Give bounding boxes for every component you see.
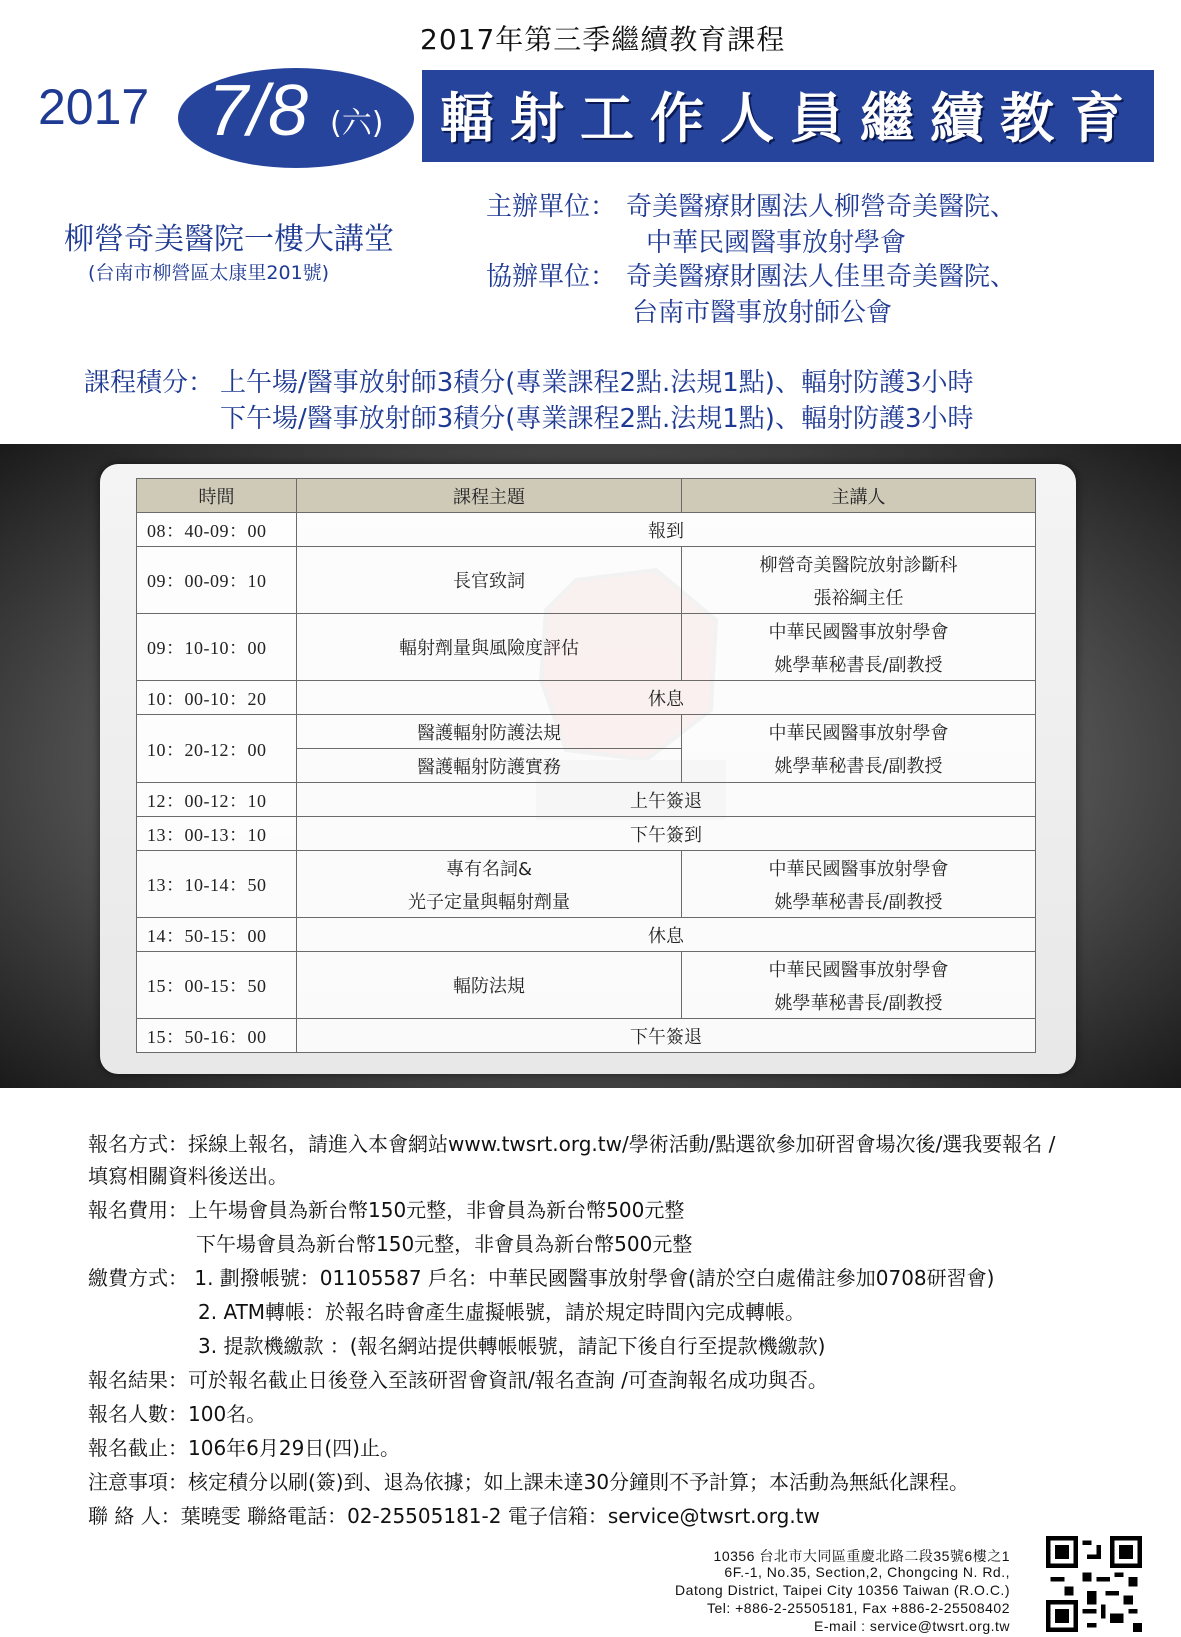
payment-method-2: 2. ATM轉帳：於報名時會產生虛擬帳號，請於規定時間內完成轉帳。 — [198, 1300, 806, 1324]
table-header-row — [137, 479, 1036, 513]
footer-address-zh: 10356 台北市大同區重慶北路二段35號6樓之1 — [713, 1548, 1010, 1564]
row-time: 15：00-15：50 — [137, 952, 297, 1019]
table-row — [137, 614, 1036, 648]
event-year: 2017 — [38, 79, 150, 135]
registration-method-cont: 填寫相關資料後送出。 — [88, 1164, 288, 1188]
column-header-speaker: 主講人 — [682, 479, 1036, 513]
row-topic: 休息 — [297, 918, 1036, 952]
row-topic: 長官致詞 — [297, 547, 682, 614]
row-speaker-org: 中華民國醫事放射學會 — [682, 715, 1036, 749]
row-time: 09：10-10：00 — [137, 614, 297, 681]
registration-method: 報名方式：採線上報名，請進入本會網站www.twsrt.org.tw/學術活動/點選欲參加研習會場次後/選我要報名 / — [88, 1132, 1056, 1156]
credits-afternoon: 下午場/醫事放射師3積分(專業課程2點.法規1點)、輻射防護3小時 — [220, 404, 974, 434]
co-host-org-1: 奇美醫療財團法人佳里奇美醫院、 — [626, 262, 1017, 292]
row-speaker-name: 姚學華秘書長/副教授 — [682, 749, 1036, 783]
row-topic: 報到 — [297, 513, 1036, 547]
row-time: 10：20-12：00 — [137, 715, 297, 783]
venue-address: (台南市柳營區太康里201號) — [88, 262, 330, 284]
row-topic: 上午簽退 — [297, 783, 1036, 817]
row-topic: 專有名詞& — [297, 851, 682, 885]
row-time: 14：50-15：00 — [137, 918, 297, 952]
column-header-topic: 課程主題 — [297, 479, 682, 513]
column-header-time: 時間 — [137, 479, 297, 513]
table-row — [137, 513, 1036, 547]
contact-info: 聯 絡 人：葉曉雯 聯絡電話：02-25505181-2 電子信箱：service@twsrt.org.tw — [88, 1504, 820, 1528]
row-speaker-org: 中華民國醫事放射學會 — [682, 952, 1036, 986]
registration-count: 報名人數：100名。 — [88, 1402, 267, 1426]
table-row — [137, 952, 1036, 986]
row-topic: 光子定量與輻射劑量 — [297, 884, 682, 918]
row-speaker-org: 柳營奇美醫院放射診斷科 — [682, 547, 1036, 581]
registration-fee-afternoon: 下午場會員為新台幣150元整，非會員為新台幣500元整 — [196, 1232, 693, 1256]
row-speaker-name: 姚學華秘書長/副教授 — [682, 647, 1036, 681]
row-time: 15：50-16：00 — [137, 1019, 297, 1053]
table-row — [137, 918, 1036, 952]
event-date: 7/8 — [208, 71, 309, 151]
row-time: 12：00-12：10 — [137, 783, 297, 817]
row-speaker-name: 張裕綱主任 — [682, 580, 1036, 614]
row-topic: 輻防法規 — [297, 952, 682, 1019]
host-label: 主辦單位： — [486, 192, 617, 222]
footer-phone-fax: Tel: +886-2-25505181, Fax +886-2-25508402 — [706, 1600, 1010, 1616]
row-topic: 醫護輻射防護法規 — [297, 715, 682, 749]
table-row — [137, 851, 1036, 885]
row-speaker-name: 姚學華秘書長/副教授 — [682, 884, 1036, 918]
row-topic: 休息 — [297, 681, 1036, 715]
notes: 注意事項：核定積分以刷(簽)到、退為依據；如上課未達30分鐘則不予計算；本活動為無紙化課程。 — [88, 1470, 970, 1494]
table-row — [137, 1019, 1036, 1053]
table-row — [137, 783, 1036, 817]
row-topic: 下午簽到 — [297, 817, 1036, 851]
table-row — [137, 715, 1036, 749]
table-row — [137, 817, 1036, 851]
row-time: 09：00-09：10 — [137, 547, 297, 614]
credits-label: 課程積分： — [84, 368, 215, 398]
event-title: 輻射工作人員繼續教育 — [440, 86, 1140, 150]
footer-address-en-1: 6F.-1, No.35, Section,2, Chongcing N. Rd., — [724, 1564, 1010, 1580]
host-org-1: 奇美醫療財團法人柳營奇美醫院、 — [626, 192, 1017, 222]
row-topic: 下午簽退 — [297, 1019, 1036, 1053]
event-weekday: (六) — [330, 106, 384, 141]
qr-code-icon — [1046, 1536, 1142, 1632]
row-speaker-org: 中華民國醫事放射學會 — [682, 614, 1036, 648]
payment-method-3: 3. 提款機繳款 ：(報名網站提供轉帳帳號，請記下後自行至提款機繳款) — [198, 1334, 826, 1358]
co-host-label: 協辦單位： — [486, 262, 617, 292]
table-row — [137, 681, 1036, 715]
course-subtitle: 2017年第三季繼續教育課程 — [420, 23, 786, 56]
registration-deadline: 報名截止：106年6月29日(四)止。 — [88, 1436, 400, 1460]
venue-name: 柳營奇美醫院一樓大講堂 — [64, 222, 394, 257]
co-host-org-2: 台南市醫事放射師公會 — [632, 298, 893, 328]
table-row — [137, 547, 1036, 581]
row-time: 10：00-10：20 — [137, 681, 297, 715]
registration-result: 報名結果：可於報名截止日後登入至該研習會資訊/報名查詢 /可查詢報名成功與否。 — [88, 1368, 828, 1392]
row-speaker-name: 姚學華秘書長/副教授 — [682, 985, 1036, 1019]
row-time: 13：00-13：10 — [137, 817, 297, 851]
footer-address-en-2: Datong District, Taipei City 10356 Taiwan (R.O.C.) — [675, 1582, 1010, 1598]
row-topic: 輻射劑量與風險度評估 — [297, 614, 682, 681]
payment-method-1: 繳費方式： 1. 劃撥帳號：01105587 戶名：中華民國醫事放射學會(請於空白處備註參加0708研習會) — [88, 1266, 995, 1290]
row-topic: 醫護輻射防護實務 — [297, 749, 682, 783]
schedule-table — [136, 478, 1036, 1053]
row-speaker-org: 中華民國醫事放射學會 — [682, 851, 1036, 885]
row-time: 08：40-09：00 — [137, 513, 297, 547]
footer-email: E-mail : service@twsrt.org.tw — [814, 1618, 1010, 1634]
host-org-2: 中華民國醫事放射學會 — [646, 228, 907, 258]
registration-fee: 報名費用：上午場會員為新台幣150元整，非會員為新台幣500元整 — [88, 1198, 685, 1222]
credits-morning: 上午場/醫事放射師3積分(專業課程2點.法規1點)、輻射防護3小時 — [220, 368, 974, 398]
row-time: 13：10-14：50 — [137, 851, 297, 918]
